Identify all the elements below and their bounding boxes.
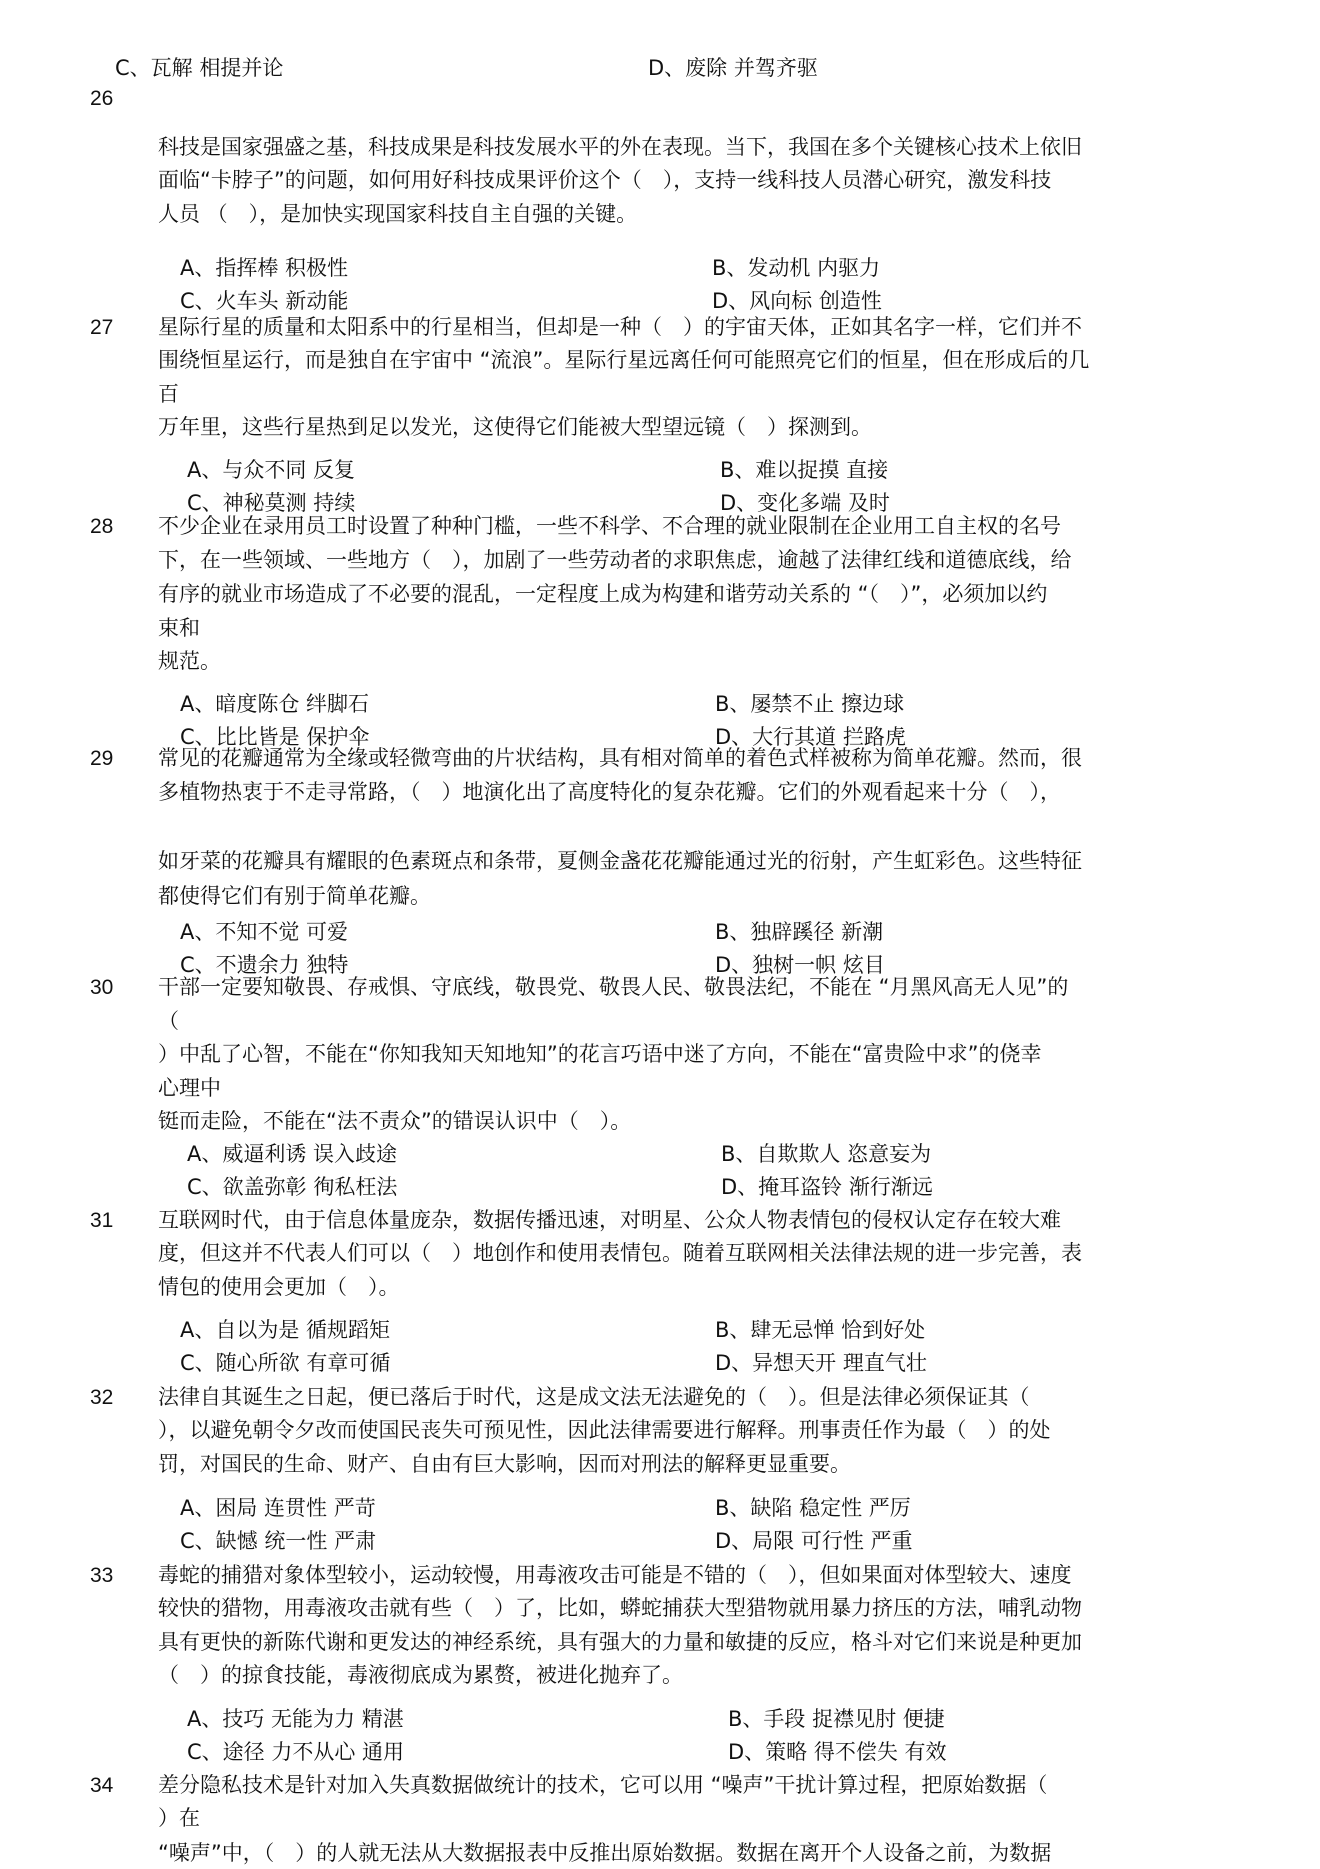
option-a: A、技巧 无能为力 精湛 bbox=[187, 1707, 404, 1731]
question-text-line: ）中乱了心智，不能在“你知我知天知地知”的花言巧语中迷了方向，不能在“富贵险中求”的侥幸 bbox=[158, 1042, 1042, 1066]
option-d: D、大行其道 拦路虎 bbox=[715, 725, 906, 749]
option-c: C、不遗余力 独特 bbox=[180, 953, 349, 977]
question-text-line: 心理中 bbox=[158, 1076, 221, 1100]
question-text-line: 都使得它们有别于简单花瓣。 bbox=[158, 884, 431, 908]
question-text-line: 有序的就业市场造成了不必要的混乱，一定程度上成为构建和谐劳动关系的 “（ ）”，必须加以约 bbox=[158, 582, 1048, 606]
option-b: B、缺陷 稳定性 严厉 bbox=[715, 1496, 911, 1520]
option-b: B、难以捉摸 直接 bbox=[720, 458, 889, 482]
option-c: C、随心所欲 有章可循 bbox=[180, 1351, 391, 1375]
question-text-line: 下，在一些领域、一些地方（ ），加剧了一些劳动者的求职焦虑，逾越了法律红线和道德底线，给 bbox=[158, 548, 1072, 572]
question-number: 31 bbox=[90, 1209, 114, 1232]
question-text-line: （ bbox=[158, 1009, 179, 1033]
option-d: D、废除 并驾齐驱 bbox=[648, 56, 818, 80]
question-text-line: 不少企业在录用员工时设置了种种门槛，一些不科学、不合理的就业限制在企业用工自主权的名号 bbox=[158, 514, 1061, 538]
question-text-line: 星际行星的质量和太阳系中的行星相当，但却是一种（ ）的宇宙天体，正如其名字一样，它们并不 bbox=[158, 315, 1082, 339]
question-text-line: 铤而走险，不能在“法不责众”的错误认识中（ ）。 bbox=[158, 1109, 632, 1133]
question-text-line: 法律自其诞生之日起，便已落后于时代，这是成文法无法避免的（ ）。但是法律必须保证其（ bbox=[158, 1385, 1030, 1409]
option-b: B、自欺欺人 恣意妄为 bbox=[721, 1142, 932, 1166]
option-b: B、屡禁不止 擦边球 bbox=[715, 692, 905, 716]
question-text-line: 科技是国家强盛之基，科技成果是科技发展水平的外在表现。当下，我国在多个关键核心技术上依旧 bbox=[158, 135, 1082, 159]
option-c: C、火车头 新动能 bbox=[180, 289, 349, 313]
option-d: D、掩耳盗铃 渐行渐远 bbox=[721, 1175, 933, 1199]
option-d: D、异想天开 理直气壮 bbox=[715, 1351, 927, 1375]
question-text-line: ），以避免朝令夕改而使国民丧失可预见性，因此法律需要进行解释。刑事责任作为最（ ）的处 bbox=[158, 1418, 1051, 1442]
option-d: D、风向标 创造性 bbox=[712, 289, 882, 313]
question-text-line: （ ）的掠食技能，毒液彻底成为累赘，被进化抛弃了。 bbox=[158, 1663, 683, 1687]
question-number: 29 bbox=[90, 747, 114, 770]
question-text-line: 较快的猎物，用毒液攻击就有些（ ）了，比如，蟒蛇捕获大型猎物就用暴力挤压的方法，哺乳动物 bbox=[158, 1596, 1082, 1620]
question-text-line: 如牙菜的花瓣具有耀眼的色素斑点和条带，夏侧金盏花花瓣能通过光的衍射，产生虹彩色。这些特征 bbox=[158, 849, 1082, 873]
option-a: A、暗度陈仓 绊脚石 bbox=[180, 692, 370, 716]
question-text-line: 面临“卡脖子”的问题，如何用好科技成果评价这个（ ），支持一线科技人员潜心研究，激发科技 bbox=[158, 168, 1052, 192]
question-text-line: 罚，对国民的生命、财产、自由有巨大影响，因而对刑法的解释更显重要。 bbox=[158, 1452, 851, 1476]
option-d: D、局限 可行性 严重 bbox=[715, 1529, 913, 1553]
question-number: 30 bbox=[90, 976, 114, 999]
question-number: 34 bbox=[90, 1774, 114, 1797]
question-number: 33 bbox=[90, 1564, 114, 1587]
option-b: B、肆无忌惮 恰到好处 bbox=[715, 1318, 926, 1342]
option-c: C、瓦解 相提并论 bbox=[115, 56, 284, 80]
question-text-line: 百 bbox=[158, 382, 179, 406]
option-a: A、威逼利诱 误入歧途 bbox=[187, 1142, 398, 1166]
option-d: D、策略 得不偿失 有效 bbox=[728, 1740, 947, 1764]
option-c: C、比比皆是 保护伞 bbox=[180, 725, 370, 749]
option-c: C、途径 力不从心 通用 bbox=[187, 1740, 405, 1764]
option-a: A、自以为是 循规蹈矩 bbox=[180, 1318, 391, 1342]
question-text-line: “噪声”中，（ ）的人就无法从大数据报表中反推出原始数据。数据在离开个人设备之前，为数据 bbox=[158, 1841, 1052, 1865]
option-c: C、神秘莫测 持续 bbox=[187, 491, 356, 515]
option-b: B、手段 捉襟见肘 便捷 bbox=[728, 1707, 945, 1731]
option-d: D、变化多端 及时 bbox=[720, 491, 890, 515]
option-a: A、困局 连贯性 严苛 bbox=[180, 1496, 376, 1520]
question-number: 28 bbox=[90, 515, 114, 538]
option-c: C、缺憾 统一性 严肃 bbox=[180, 1529, 377, 1553]
question-text-line: 差分隐私技术是针对加入失真数据做统计的技术，它可以用 “噪声”干扰计算过程，把原始数据（ bbox=[158, 1773, 1048, 1797]
question-text-line: 具有更快的新陈代谢和更发达的神经系统，具有强大的力量和敏捷的反应，格斗对它们来说是种更加 bbox=[158, 1630, 1082, 1654]
option-b: B、发动机 内驱力 bbox=[712, 256, 881, 280]
question-text-line: 规范。 bbox=[158, 649, 221, 673]
question-number: 32 bbox=[90, 1386, 114, 1409]
question-text-line: ）在 bbox=[158, 1806, 200, 1830]
option-a: A、与众不同 反复 bbox=[187, 458, 356, 482]
question-text-line: 常见的花瓣通常为全缘或轻微弯曲的片状结构，具有相对简单的着色式样被称为简单花瓣。然而，很 bbox=[158, 746, 1082, 770]
question-text-line: 度，但这并不代表人们可以（ ）地创作和使用表情包。随着互联网相关法律法规的进一步完善，表 bbox=[158, 1241, 1082, 1265]
question-number: 26 bbox=[90, 87, 114, 110]
question-text-line: 毒蛇的捕猎对象体型较小，运动较慢，用毒液攻击可能是不错的（ ），但如果面对体型较大、速度 bbox=[158, 1563, 1072, 1587]
question-number: 27 bbox=[90, 316, 114, 339]
option-a: A、指挥棒 积极性 bbox=[180, 256, 349, 280]
option-b: B、独辟蹊径 新潮 bbox=[715, 920, 884, 944]
question-text-line: 多植物热衷于不走寻常路，（ ）地演化出了高度特化的复杂花瓣。它们的外观看起来十分（ ）， bbox=[158, 780, 1061, 804]
question-text-line: 互联网时代，由于信息体量庞杂，数据传播迅速，对明星、公众人物表情包的侵权认定存在较大难 bbox=[158, 1208, 1061, 1232]
option-a: A、不知不觉 可爱 bbox=[180, 920, 349, 944]
question-text-line: 束和 bbox=[158, 616, 200, 640]
question-text-line: 情包的使用会更加（ ）。 bbox=[158, 1275, 400, 1299]
question-text-line: 人员 （ ），是加快实现国家科技自主自强的关键。 bbox=[158, 202, 638, 226]
option-c: C、欲盖弥彰 徇私枉法 bbox=[187, 1175, 398, 1199]
question-text-line: 围绕恒星运行，而是独自在宇宙中 “流浪”。星际行星远离任何可能照亮它们的恒星，但在形成后的几 bbox=[158, 348, 1090, 372]
question-text-line: 干部一定要知敬畏、存戒惧、守底线，敬畏党、敬畏人民、敬畏法纪，不能在 “月黑风高无人见”的 bbox=[158, 975, 1069, 999]
question-text-line: 万年里，这些行星热到足以发光，这使得它们能被大型望远镜（ ）探测到。 bbox=[158, 415, 872, 439]
option-d: D、独树一帜 炫目 bbox=[715, 953, 885, 977]
